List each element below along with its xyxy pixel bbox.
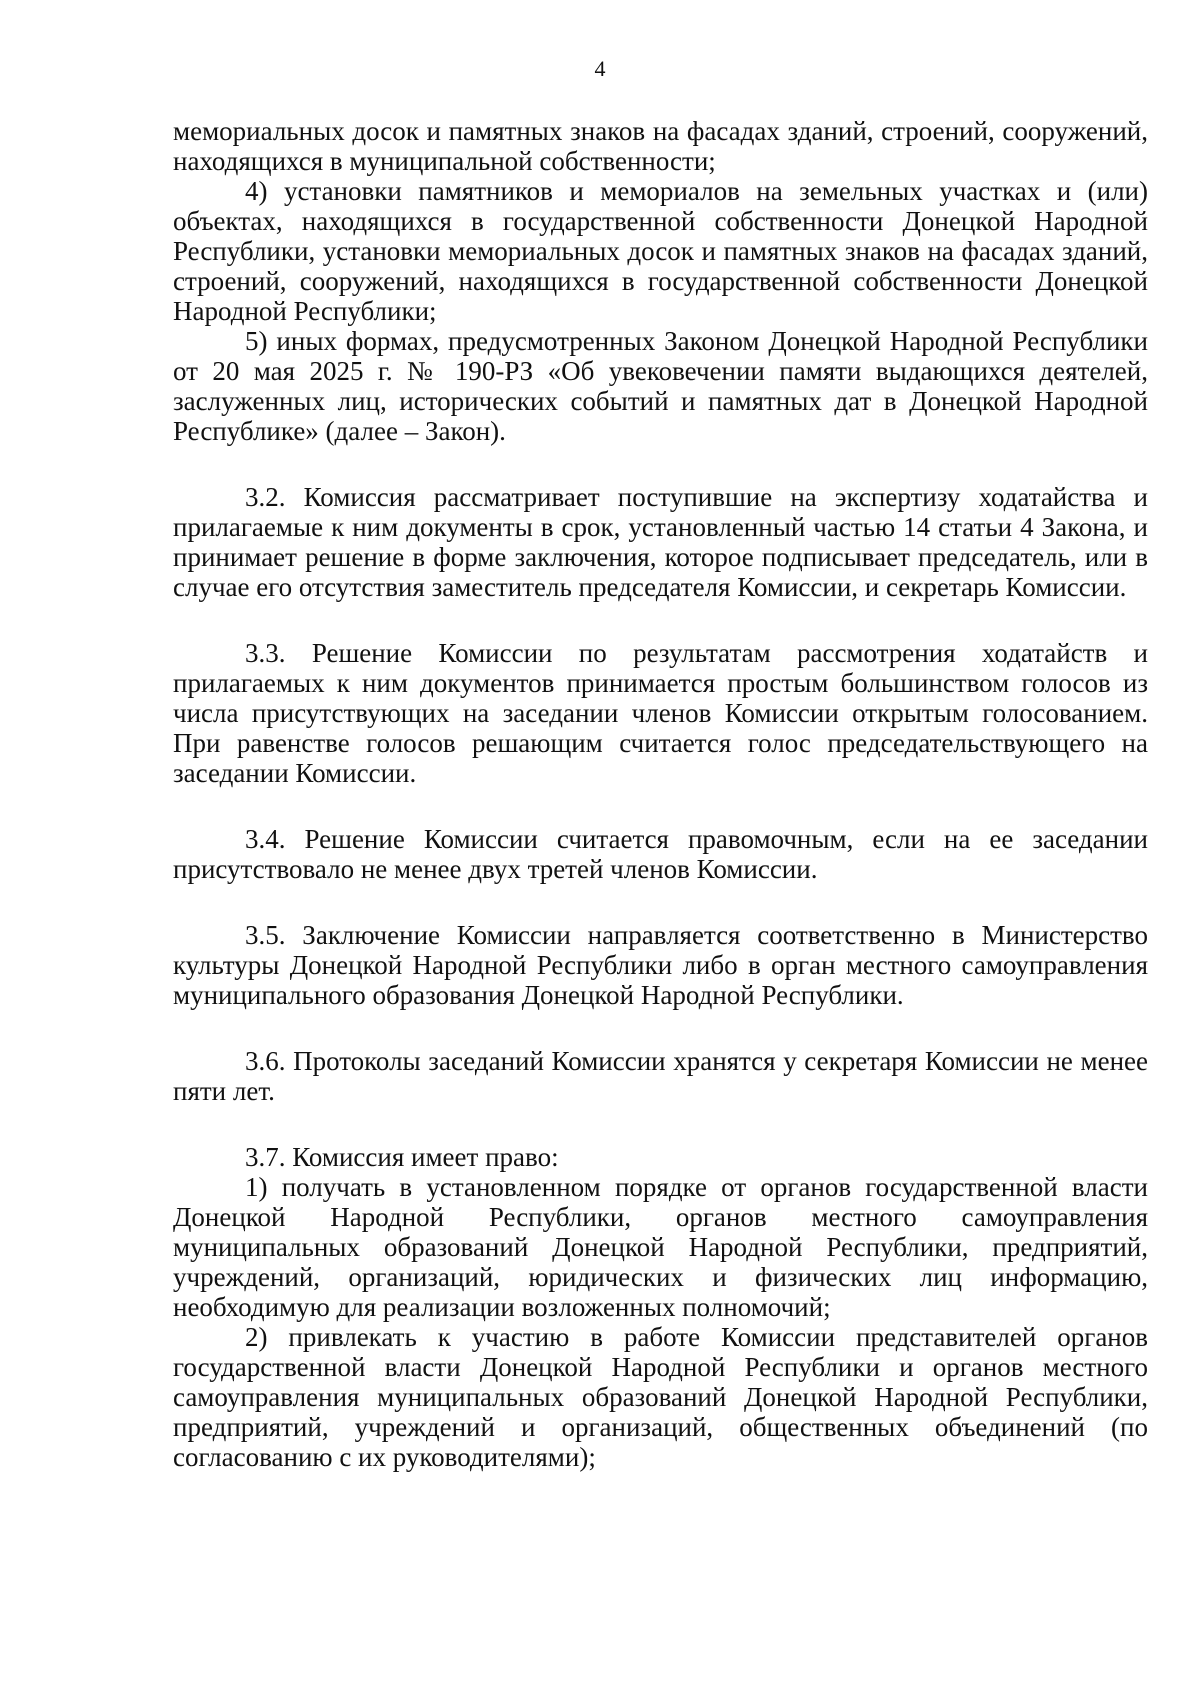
paragraph-continuation: мемориальных досок и памятных знаков на фасадах зданий, строений, сооружений, находящихся в муниципальной собственности; — [173, 116, 1148, 176]
clause-3-7-item-1: 1) получать в установленном порядке от органов государственной власти Донецкой Народной Республики, органов местного самоуправления муниципальных образований Донецкой Народной Республики, предприятий, учреждений, организаций, юридических и физических лиц информацию, необходимую для реализации возложенных полномочий; — [173, 1172, 1148, 1322]
clause-3-3: 3.3. Решение Комиссии по результатам рассмотрения ходатайств и прилагаемых к ним документов принимается простым большинством голосов из числа присутствующих на заседании членов Комиссии открытым голосованием. При равенстве голосов решающим считается голос председательствующего на заседании Комиссии. — [173, 638, 1148, 788]
clause-3-7: 3.7. Комиссия имеет право: — [245, 1142, 559, 1172]
page-number: 4 — [594, 56, 606, 81]
clause-3-4: 3.4. Решение Комиссии считается правомочным, если на ее заседании присутствовало не менее двух третей членов Комиссии. — [173, 824, 1148, 884]
clause-3-6: 3.6. Протоколы заседаний Комиссии хранятся у секретаря Комиссии не менее пяти лет. — [173, 1046, 1148, 1106]
list-item-4: 4) установки памятников и мемориалов на земельных участках и (или) объектах, находящихся в государственной собственности Донецкой Народной Республики, установки мемориальных досок и памятных знаков на фасадах зданий, строений, сооружений, находящихся в государственной собственности Донецкой Народной Республики; — [173, 176, 1148, 326]
document-body — [173, 116, 1148, 1472]
clause-3-2: 3.2. Комиссия рассматривает поступившие на экспертизу ходатайства и прилагаемые к ним документы в срок, установленный частью 14 статьи 4 Закона, и принимает решение в форме заключения, которое подписывает председатель, или в случае его отсутствия заместитель председателя Комиссии, и секретарь Комиссии. — [173, 482, 1148, 602]
list-item-5: 5) иных формах, предусмотренных Законом Донецкой Народной Республики от 20 мая 2025 г. № 190-РЗ «Об увековечении памяти выдающихся деятелей, заслуженных лиц, исторических событий и памятных дат в Донецкой Народной Республике» (далее – Закон). — [173, 326, 1148, 446]
clause-3-7-item-2: 2) привлекать к участию в работе Комиссии представителей органов государственной власти Донецкой Народной Республики и органов местного самоуправления муниципальных образований Донецкой Народной Республики, предприятий, учреждений и организаций, общественных объединений (по согласованию с их руководителями); — [173, 1322, 1148, 1472]
clause-3-5: 3.5. Заключение Комиссии направляется соответственно в Министерство культуры Донецкой Народной Республики либо в орган местного самоуправления муниципального образования Донецкой Народной Республики. — [173, 920, 1148, 1010]
